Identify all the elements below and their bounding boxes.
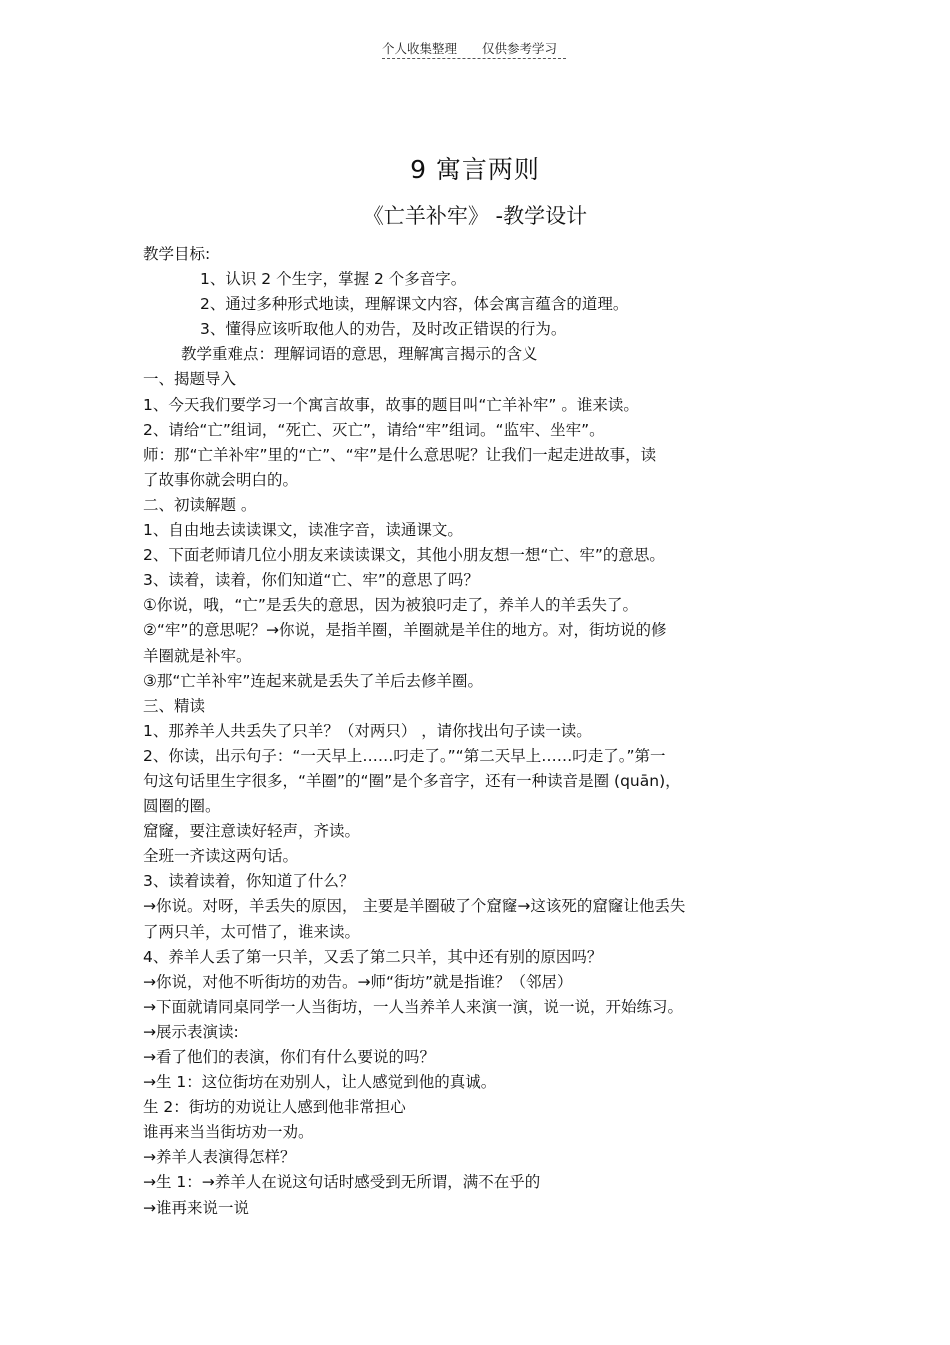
page-header <box>382 40 566 59</box>
body-line: 谁再来当当街坊劝一劝。 <box>143 1123 314 1142</box>
body-line: 圆圈的圈。 <box>143 797 221 816</box>
body-line: →养羊人表演得怎样？ <box>143 1148 296 1167</box>
body-line: 全班一齐读这两句话。 <box>143 847 299 866</box>
body-line: 了两只羊，太可惜了，谁来读。 <box>143 922 361 941</box>
header-right-text: 仅供参考学习 <box>482 41 558 56</box>
body-line: →谁再来说一说 <box>143 1198 249 1217</box>
section-heading: 二、初读解题 。 <box>143 495 257 514</box>
body-line: →下面就请同桌同学一人当街坊，一人当养羊人来演一演，说一说，开始练习。 <box>143 997 683 1016</box>
body-line: 句这句话里生字很多，“羊圈”的“圈”是个多音字，还有一种读音是圈 (quān)， <box>143 771 681 790</box>
body-line: 2、请给“亡”组词，“死亡、灭亡”，请给“牢”组词。“监牢、坐牢”。 <box>143 420 605 439</box>
body-line: 生 2：街坊的劝说让人感到他非常担心 <box>143 1098 406 1117</box>
document-title: 9 寓言两则 <box>410 155 540 184</box>
header-left-text: 个人收集整理 <box>382 41 458 56</box>
objective-item: 3、懂得应该听取他人的劝告，及时改正错误的行为。 <box>200 320 567 339</box>
body-line: 了故事你就会明白的。 <box>143 470 299 489</box>
objective-item: 2、通过多种形式地读，理解课文内容，体会寓言蕴含的道理。 <box>200 295 629 314</box>
body-line: 1、那养羊人共丢失了只羊？（对两只） ，请你找出句子读一读。 <box>143 721 592 740</box>
body-line: →看了他们的表演，你们有什么要说的吗？ <box>143 1048 435 1066</box>
section-heading: 三、精读 <box>143 696 206 715</box>
body-line: ②“牢”的意思呢？→你说，是指羊圈，羊圈就是羊住的地方。对，街坊说的修 <box>143 621 667 640</box>
body-line: 2、你读，出示句子：“一天早上……叼走了。”“第二天早上……叼走了。”第一 <box>143 746 666 765</box>
body-line: →你说，对他不听街坊的劝告。→师“街坊”就是指谁？（邻居） <box>143 972 573 991</box>
body-line: 4、养羊人丢了第一只羊，又丢了第二只羊，其中还有别的原因吗？ <box>143 947 603 966</box>
body-line: 窟窿，要注意读好轻声，齐读。 <box>143 822 361 841</box>
body-line: →生 1：→养羊人在说这句话时感受到无所谓，满不在乎的 <box>143 1173 541 1192</box>
body-line: 3、读着读着，你知道了什么？ <box>143 872 355 891</box>
body-line: ③那“亡羊补牢”连起来就是丢失了羊后去修羊圈。 <box>143 671 483 690</box>
document-body <box>143 242 823 1221</box>
body-line: 1、今天我们要学习一个寓言故事，故事的题目叫“亡羊补牢” 。谁来读。 <box>143 395 639 414</box>
body-line: 3、读着，读着，你们知道“亡、牢”的意思了吗？ <box>143 571 479 590</box>
objective-item: 1、认识 2 个生字，掌握 2 个多音字。 <box>200 270 467 289</box>
body-line: →你说。对呀，羊丢失的原因， 主要是羊圈破了个窟窿→这该死的窟窿让他丢失 <box>143 897 686 916</box>
body-line: ①你说，哦，“亡”是丢失的意思，因为被狼叼走了，养羊人的羊丢失了。 <box>143 596 638 615</box>
document-subtitle: 《亡羊补牢》 -教学设计 <box>362 204 588 228</box>
section-heading: 一、揭题导入 <box>143 370 237 389</box>
body-line: →生 1：这位街坊在劝别人，让人感觉到他的真诚。 <box>143 1073 497 1092</box>
key-difficulty-line: 教学重难点：理解词语的意思，理解寓言揭示的含义 <box>181 345 538 364</box>
body-line: 1、自由地去读读课文，读准字音，读通课文。 <box>143 521 463 540</box>
section-objectives-heading: 教学目标: <box>143 245 211 263</box>
body-line: 羊圈就是补牢。 <box>143 646 252 665</box>
body-line: 师：那“亡羊补牢”里的“亡”、“牢”是什么意思呢？让我们一起走进故事，读 <box>143 445 657 464</box>
body-line: →展示表演读: <box>143 1022 239 1041</box>
body-line: 2、下面老师请几位小朋友来读读课文，其他小朋友想一想“亡、牢”的意思。 <box>143 546 665 565</box>
